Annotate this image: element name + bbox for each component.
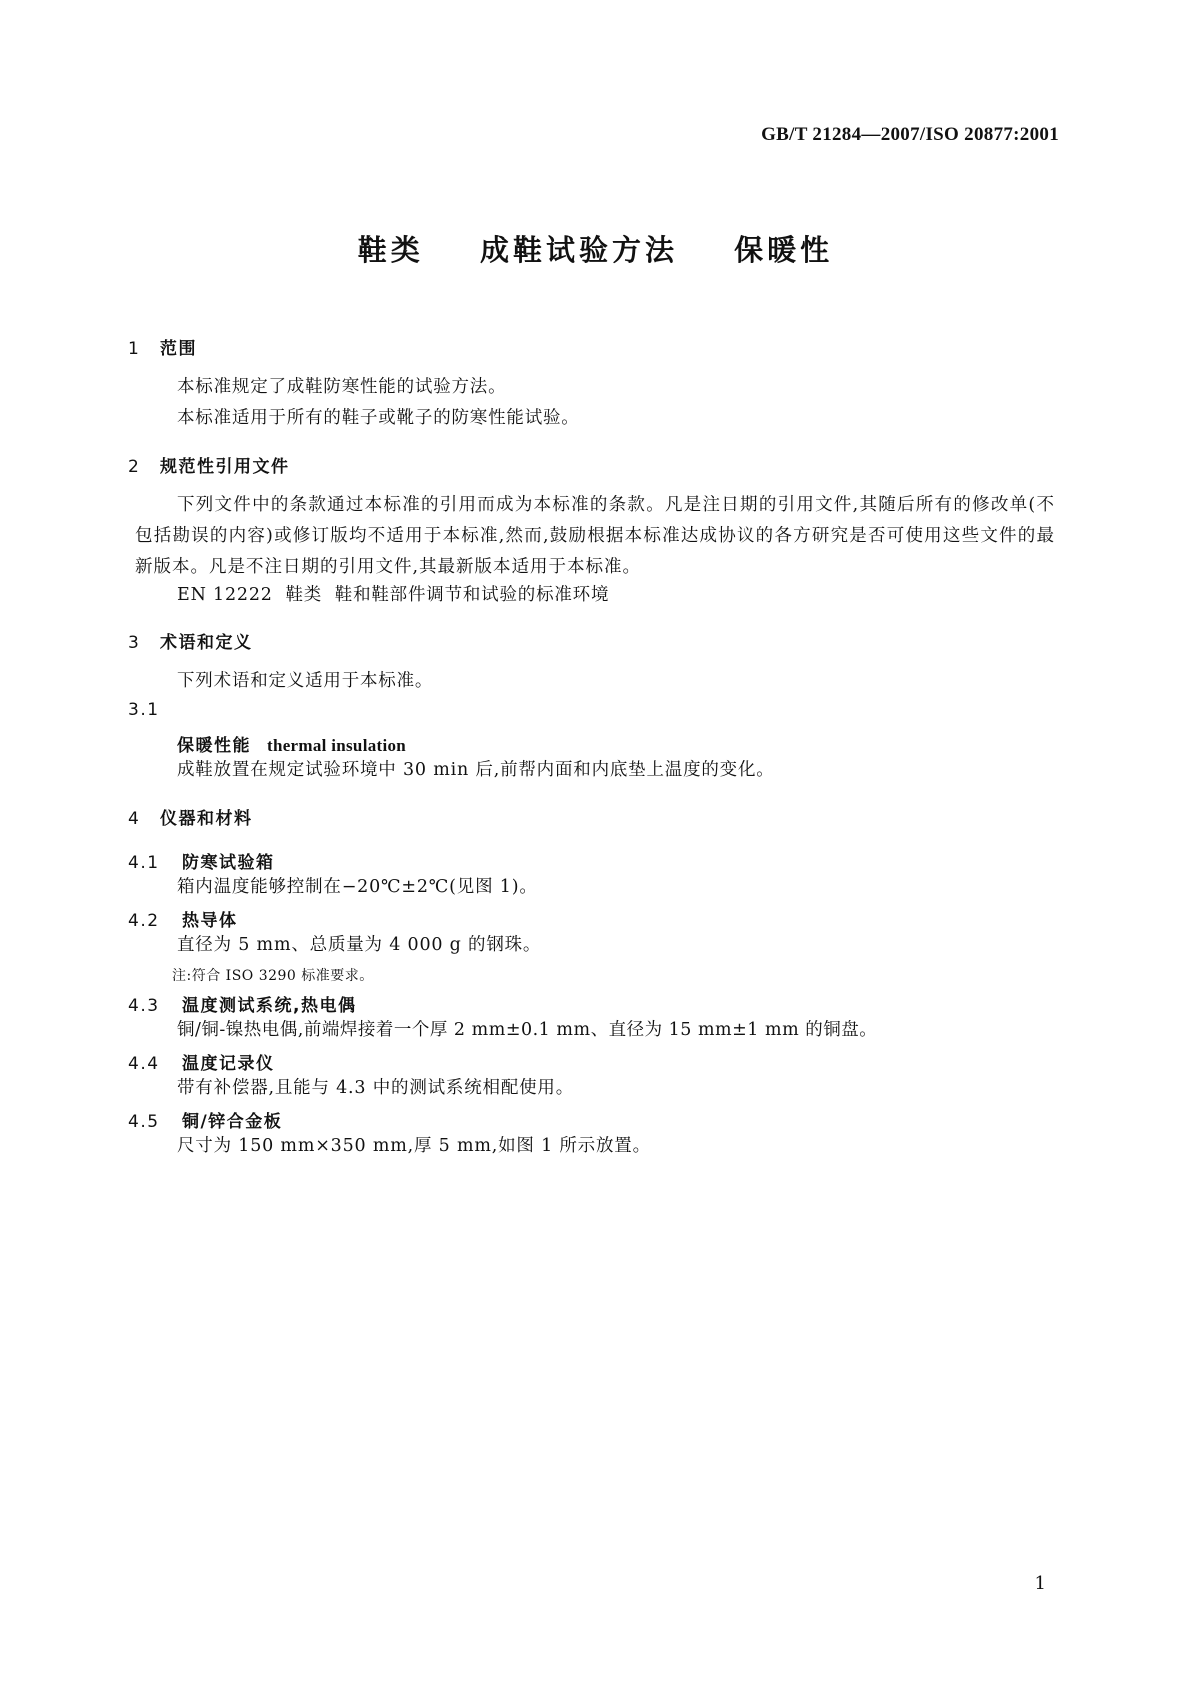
paragraph: 下列术语和定义适用于本标准。 (177, 671, 434, 691)
subsection-text: 带有补偿器,且能与 4.3 中的测试系统相配使用。 (177, 1078, 575, 1098)
section-number: 2 (128, 457, 141, 477)
term-definition: 成鞋放置在规定试验环境中 30 min 后,前帮内面和内底垫上温度的变化。 (177, 760, 775, 780)
section-1-heading (128, 334, 197, 359)
term-english: thermal insulation (267, 736, 407, 755)
term-chinese: 保暖性能 (177, 736, 251, 756)
section-3-heading (128, 628, 253, 653)
subsection-4-2-heading: 4.2 热导体 (128, 911, 238, 931)
paragraph: 下列文件中的条款通过本标准的引用而成为本标准的条款。凡是注日期的引用文件,其随后所有的修改单(不包括勘误的内容)或修订版均不适用于本标准,然而,鼓励根据本标准达成协议的各方研究是否可使用这些文件的最新版本。凡是不注日期的引用文件,其最新版本适用于本标准。 (135, 495, 1055, 577)
normative-reference: EN 12222 鞋类 鞋和鞋部件调节和试验的标准环境 (177, 585, 610, 605)
paragraph: 本标准适用于所有的鞋子或靴子的防寒性能试验。 (177, 408, 580, 428)
section-title: 术语和定义 (160, 633, 253, 653)
subsection-number: 3.1 (128, 700, 160, 720)
note: 注:符合 ISO 3290 标准要求。 (172, 968, 374, 984)
section-4-heading (128, 804, 253, 829)
section-number: 1 (128, 339, 141, 359)
section-title: 仪器和材料 (160, 809, 253, 829)
subsection-4-1-heading: 4.1 防寒试验箱 (128, 853, 275, 873)
standard-code: GB/T 21284—2007/ISO 20877:2001 (761, 124, 1059, 145)
section-title: 规范性引用文件 (160, 457, 290, 477)
subsection-4-5-heading: 4.5 铜/锌合金板 (128, 1112, 283, 1132)
page-number: 1 (1034, 1573, 1046, 1594)
subsection-text: 箱内温度能够控制在−20℃±2℃(见图 1)。 (177, 877, 538, 897)
subsection-4-3-heading: 4.3 温度测试系统,热电偶 (128, 996, 357, 1016)
subsection-text: 铜/铜-镍热电偶,前端焊接着一个厚 2 mm±0.1 mm、直径为 15 mm±1 mm 的铜盘。 (177, 1020, 878, 1040)
subsection-4-4-heading: 4.4 温度记录仪 (128, 1054, 275, 1074)
section-2-heading (128, 452, 290, 477)
document-title: 鞋类 成鞋试验方法 保暖性 (357, 233, 834, 267)
section-title: 范围 (160, 339, 197, 359)
paragraph: 本标准规定了成鞋防寒性能的试验方法。 (177, 377, 507, 397)
section-number: 4 (128, 809, 141, 829)
subsection-text: 尺寸为 150 mm×350 mm,厚 5 mm,如图 1 所示放置。 (177, 1136, 651, 1156)
term-entry (177, 731, 406, 756)
section-number: 3 (128, 633, 141, 653)
subsection-text: 直径为 5 mm、总质量为 4 000 g 的钢珠。 (177, 935, 542, 955)
